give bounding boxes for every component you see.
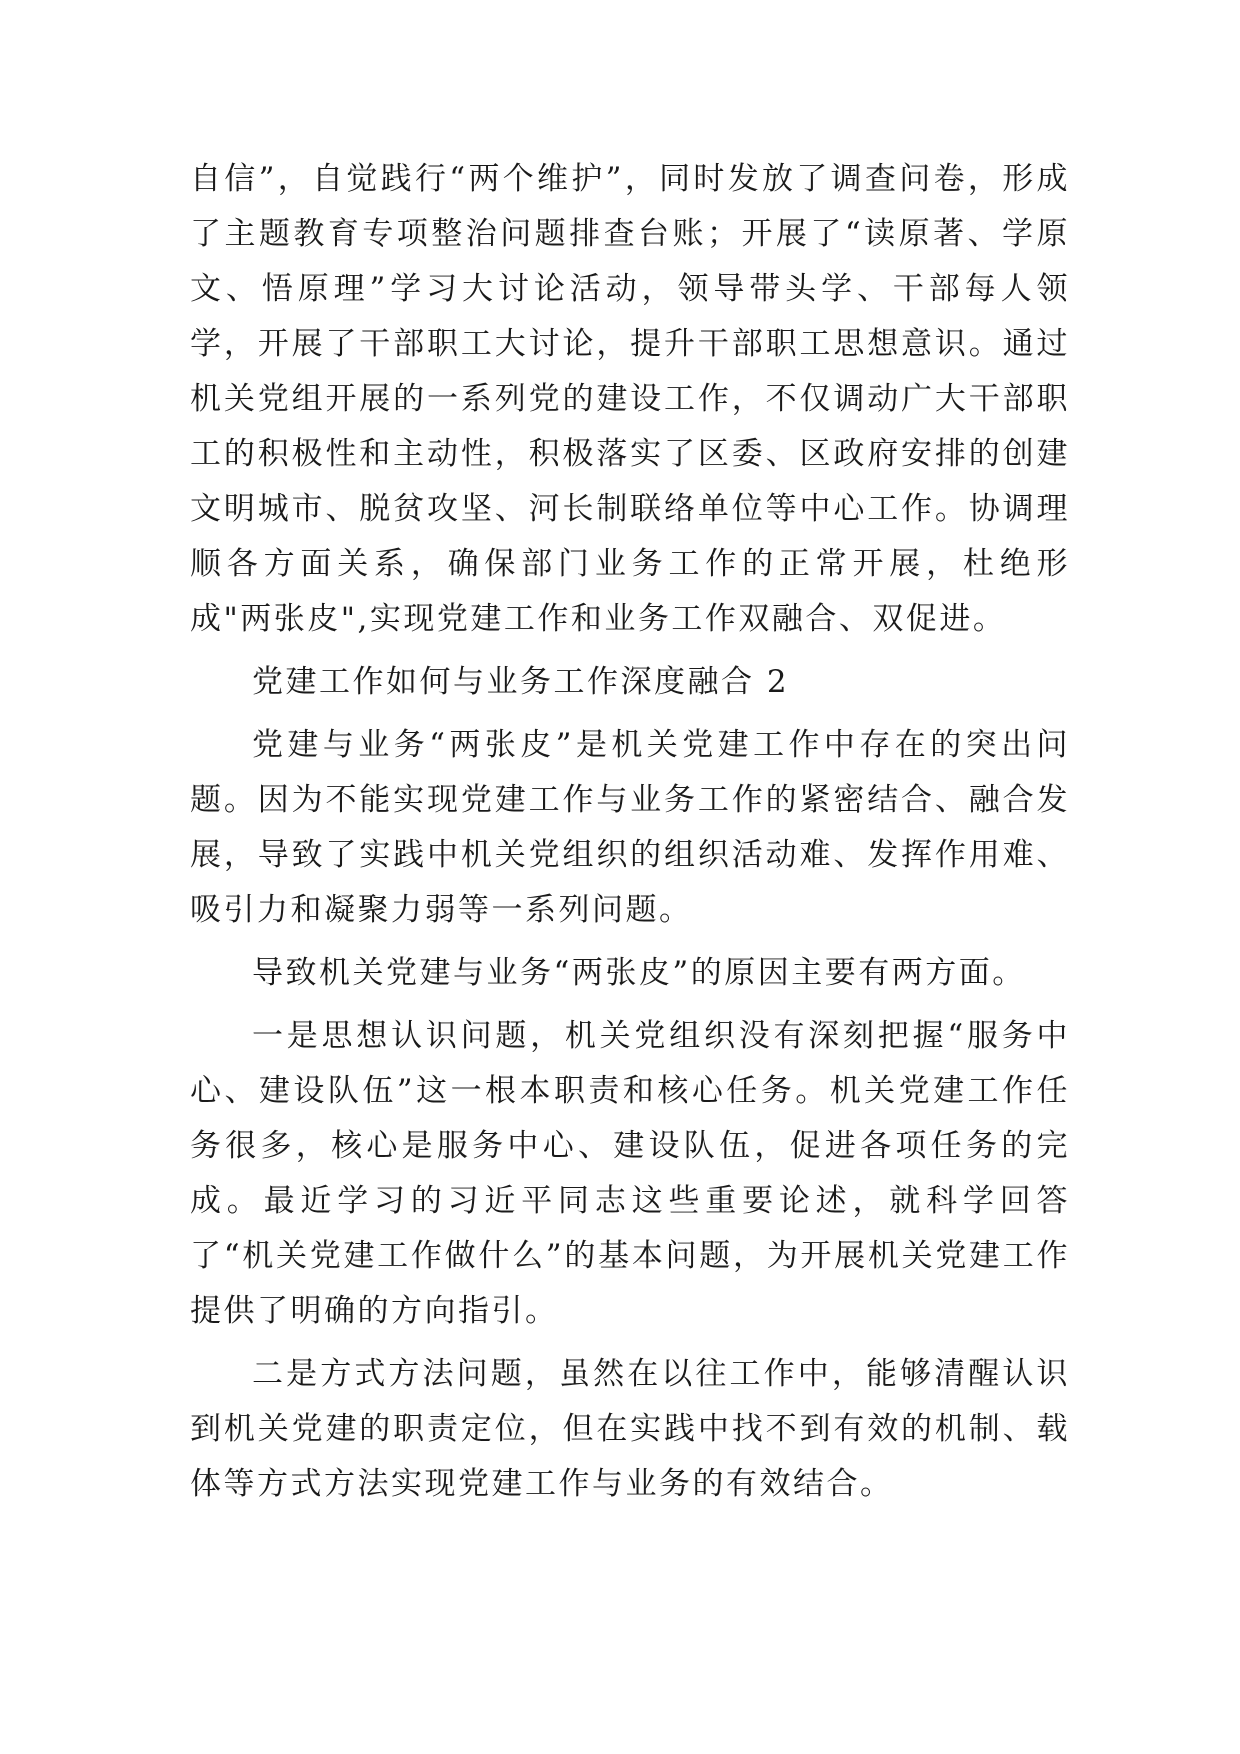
section-heading: 党建工作如何与业务工作深度融合 2 (252, 664, 790, 700)
paragraph-1: 自信”，自觉践行“两个维护”，同时发放了调查问卷，形成了主题教育专项整治问题排查台账；开展了“读原著、学原文、悟原理”学习大讨论活动，领导带头学、干部每人领学，开展了干部职工大讨论，提升干部职工思想意识。通过机关党组开展的一系列党的建设工作，不仅调动广大干部职工的积极性和主动性，积极落实了区委、区政府安排的创建文明城市、脱贫攻坚、河长制联络单位等中心工作。协调理顺各方面关系，确保部门业务工作的正常开展，杜绝形成"两张皮",实现党建工作和业务工作双融合、双促进。 (190, 161, 1070, 637)
paragraph-3: 党建与业务“两张皮”是机关党建工作中存在的突出问题。因为不能实现党建工作与业务工作的紧密结合、融合发展，导致了实践中机关党组织的组织活动难、发挥作用难、吸引力和凝聚力弱等一系列问题。 (190, 727, 1070, 928)
paragraph-5: 一是思想认识问题，机关党组织没有深刻把握“服务中心、建设队伍”这一根本职责和核心任务。机关党建工作任务很多，核心是服务中心、建设队伍，促进各项任务的完成。最近学习的习近平同志这些重要论述，就科学回答了“机关党建工作做什么”的基本问题，为开展机关党建工作提供了明确的方向指引。 (190, 1018, 1070, 1329)
paragraph-4: 导致机关党建与业务“两张皮”的原因主要有两方面。 (252, 955, 1026, 991)
document-body (190, 152, 1070, 1520)
paragraph-6: 二是方式方法问题，虽然在以往工作中，能够清醒认识到机关党建的职责定位，但在实践中找不到有效的机制、载体等方式方法实现党建工作与业务的有效结合。 (190, 1356, 1070, 1502)
